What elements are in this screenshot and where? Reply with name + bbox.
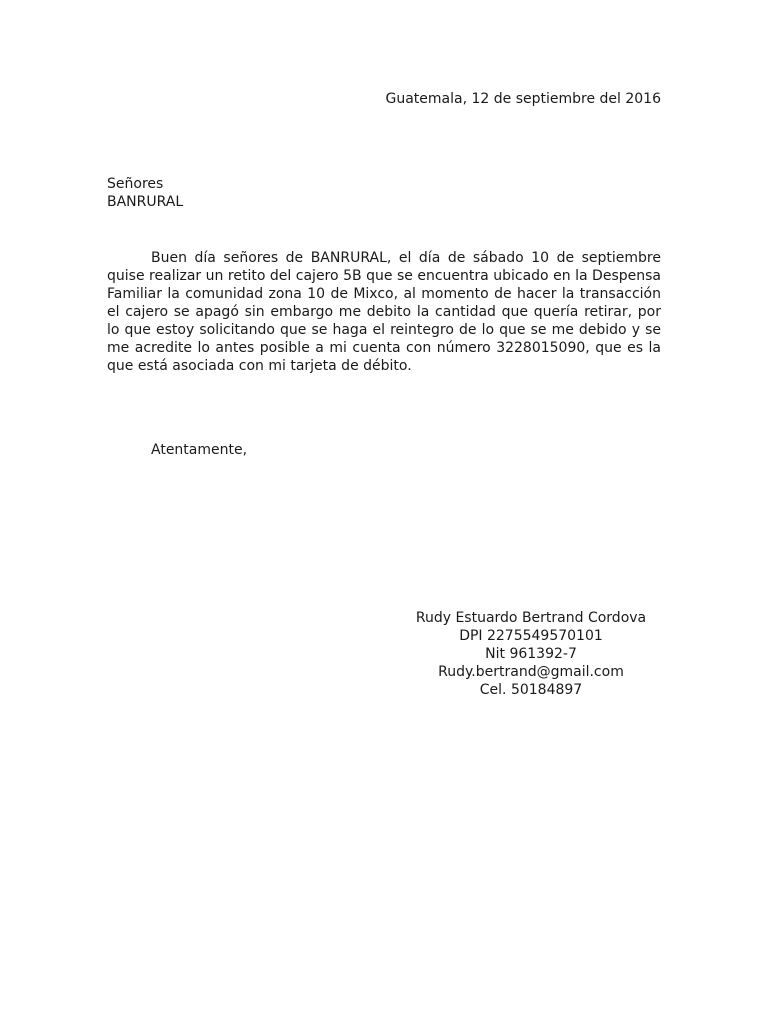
recipient-salutation: Señores: [107, 176, 164, 192]
signature-email: Rudy.bertrand@gmail.com: [438, 664, 624, 680]
signature-phone: Cel. 50184897: [479, 682, 583, 698]
signature-block: [391, 609, 671, 699]
signature-name: Rudy Estuardo Bertrand Cordova: [415, 610, 647, 626]
date-line: Guatemala, 12 de septiembre del 2016: [385, 91, 661, 107]
recipient-organization: BANRURAL: [107, 194, 184, 210]
recipient-block: [107, 175, 183, 211]
letter-body: Buen día señores de BANRURAL, el día de sábado 10 de septiembre quise realizar un retito del cajero 5B que se encuentra ubicado en la Despensa Familiar la comunidad zona 10 de Mixco, al momento de hacer la transacción el cajero se apagó sin embargo me debito la cantidad que quería retirar, por lo que estoy solicitando que se haga el reintegro de lo que se me debido y se me acredite lo antes posible a mi cuenta con número 3228015090, que es la que está asociada con mi tarjeta de débito.: [107, 250, 661, 374]
closing-line: Atentamente,: [151, 442, 248, 458]
signature-nit: Nit 961392-7: [485, 646, 577, 662]
signature-dpi: DPI 2275549570101: [459, 628, 603, 644]
